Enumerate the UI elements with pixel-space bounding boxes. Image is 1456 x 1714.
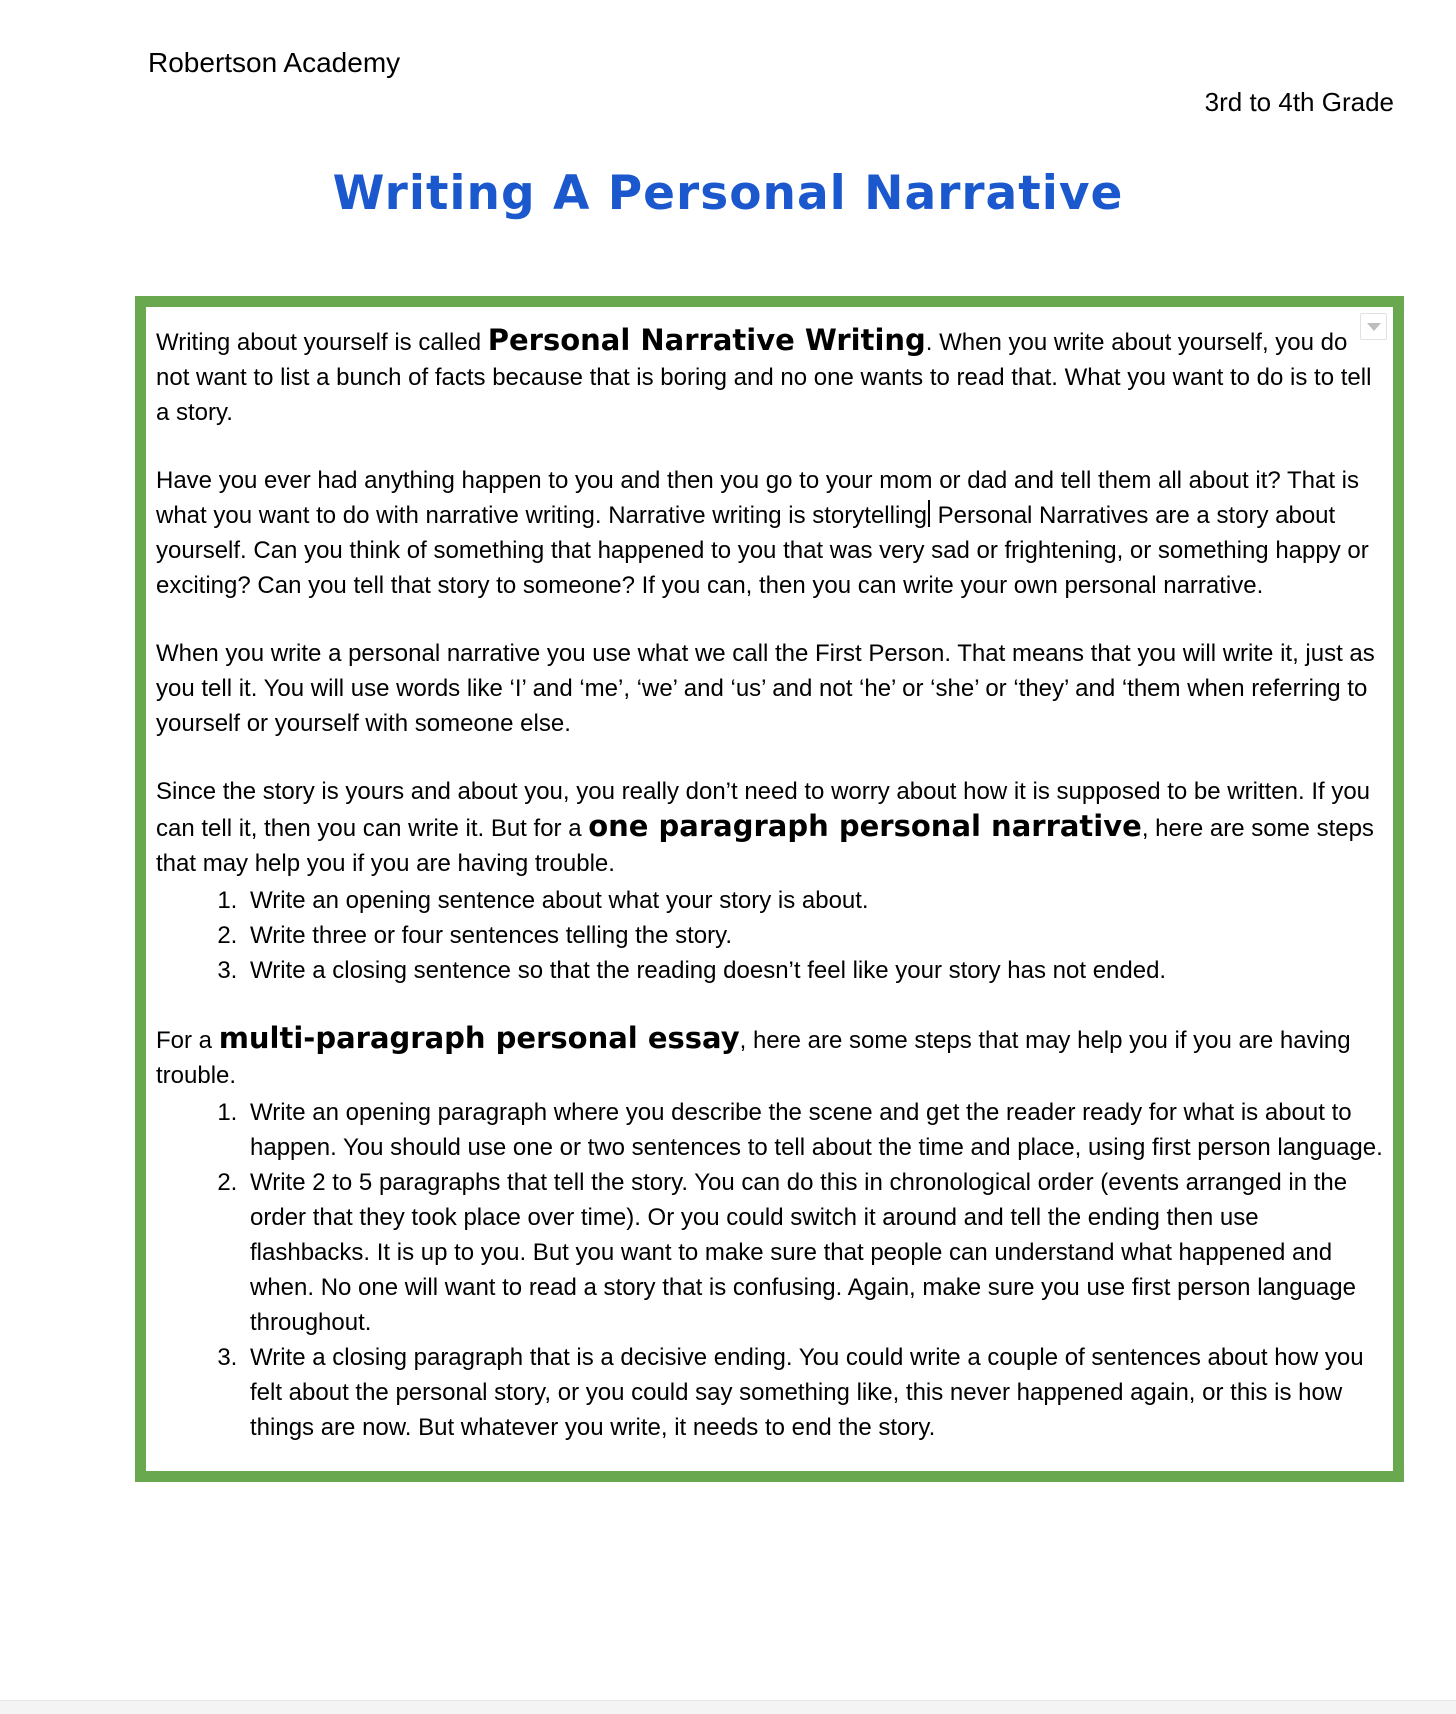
body-text: Since the story is yours and about you, you really don’t need to worry about how it is supposed to be written. If you can tell it, then you can write it. But for a [156,778,1371,842]
chevron-down-icon [1367,323,1381,331]
list-item: 1. Write an opening sentence about what your story is about. [244,883,1385,918]
content-blocks [156,323,1385,1445]
list-item: 2. Write three or four sentences telling the story. [244,918,1385,953]
comic-emphasis-text: multi-paragraph personal essay [218,1021,740,1055]
paragraph [156,636,1385,741]
body-text: When you write a personal narrative you use what we call the First Person. That means that you will write it, just as you tell it. You will use words like ‘I’ and ‘me’, ‘we’ and ‘us’ and not ‘he’ or ‘she’ or ‘they’ and ‘them when referring to yourself or yourself with someone else. [156,640,1375,737]
body-text: Writing about yourself is called [156,329,488,356]
list-item: 3. Write a closing paragraph that is a decisive ending. You could write a couple of sentences about how you felt about the personal story, or you could say something like, this never happened again, or this is how things are now. But whatever you write, it needs to end the story. [244,1340,1385,1445]
body-text: , here are some steps that may help you if you are having trouble. [156,815,1374,877]
list-item: 1. Write an opening paragraph where you describe the scene and get the reader ready for what is about to happen. You should use one or two sentences to tell about the time and place, using first person language. [244,1095,1385,1165]
paragraph [156,323,1385,430]
paragraph [156,1021,1385,1093]
grade-level: 3rd to 4th Grade [1204,87,1394,117]
content-box [135,296,1404,1482]
body-text: . When you write about yourself, you do not want to list a bunch of facts because that is boring and no one wants to read that. What you want to do is to tell a story. [156,329,1372,426]
body-text: For a [156,1027,219,1054]
school-name: Robertson Academy [148,47,401,78]
comic-emphasis-text: Personal Narrative Writing [487,323,926,357]
dropdown-button[interactable] [1360,313,1387,340]
page-bottom-edge [0,1700,1456,1714]
list-item: 2. Write 2 to 5 paragraphs that tell the story. You can do this in chronological order (events arranged in the order that they took place over time). Or you could switch it around and tell the ending then use flashbacks. It is up to you. But you want to make sure that people can understand what happened and when. No one will want to read a story that is confusing. Again, make sure you use first person language throughout. [244,1165,1385,1340]
page-title: Writing A Personal Narrative [332,166,1124,221]
steps-list [156,1095,1385,1445]
body-text: Have you ever had anything happen to you and then you go to your mom or dad and tell them all about it? That is what you want to do with narrative writing. Narrative writing is storytelling [156,467,1359,529]
paragraph [156,463,1385,603]
comic-emphasis-text: one paragraph personal narrative [588,809,1142,843]
text-cursor [928,500,930,527]
paragraph [156,774,1385,881]
steps-list [156,883,1385,988]
body-text: Personal Narratives are a story about yourself. Can you think of something that happened to you that was very sad or frightening, or something happy or exciting? Can you tell that story to someone? If you can, then you can write your own personal narrative. [156,502,1369,599]
body-text: , here are some steps that may help you if you are having trouble. [156,1027,1351,1089]
list-item: 3. Write a closing sentence so that the reading doesn’t feel like your story has not ended. [244,953,1385,988]
